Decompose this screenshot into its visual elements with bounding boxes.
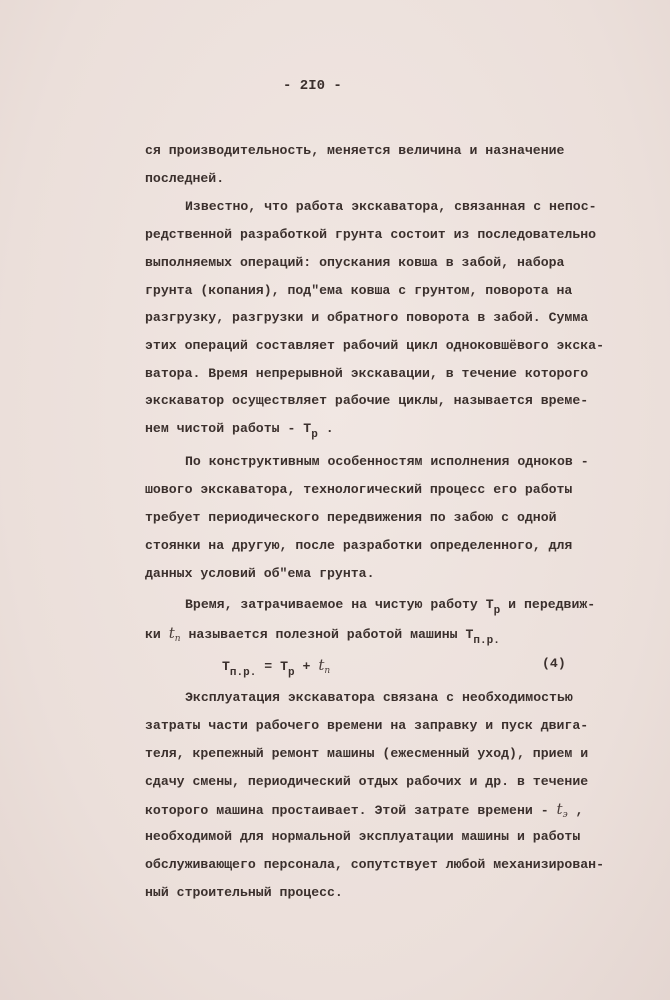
text-line — [145, 482, 572, 498]
equation-number: (4) — [542, 656, 566, 671]
text-line — [145, 566, 375, 582]
text-run: необходимой для нормальной эксплуатации машины и работы — [145, 829, 581, 844]
text-run: сдачу смены, периодический отдых рабочих и др. в течение — [145, 774, 589, 789]
text-line — [145, 143, 564, 159]
text-run: ватора. Время непрерывной экскавации, в течение которого — [145, 366, 589, 381]
handwritten-letter: t — [168, 624, 175, 642]
text-run: требует периодического передвижения по забою с одной — [145, 510, 557, 525]
text-run: обслуживающего персонала, сопутствует любой механизирован- — [145, 857, 604, 872]
text-line — [145, 538, 572, 554]
text-line — [145, 774, 588, 790]
text-run: и передвиж- — [500, 597, 596, 612]
text-line — [145, 393, 588, 409]
handwritten-subscript: п — [174, 634, 181, 644]
handwritten-subscript: э — [562, 810, 568, 820]
text-line — [145, 829, 580, 845]
text-line — [145, 624, 500, 647]
subscript: п.р. — [473, 635, 500, 647]
subscript: р — [311, 429, 318, 441]
text-run: = T — [256, 659, 288, 674]
text-run: ся производительность, меняется величина и назначение — [145, 143, 565, 158]
text-run: шового экскаватора, технологический процесс его работы — [145, 482, 573, 497]
text-line — [145, 366, 588, 382]
text-run: выполняемых операций: опускания ковша в забой, набора — [145, 255, 565, 270]
text-run: которого машина простаивает. Этой затрате времени - — [145, 803, 557, 818]
text-line — [185, 199, 597, 215]
text-line — [145, 885, 343, 901]
text-run: Эксплуатация экскаватора связана с необходимостью — [185, 690, 573, 705]
subscript: р — [287, 667, 295, 679]
subscript: п.р. — [229, 667, 257, 679]
text-run: затраты части рабочего времени на заправку и пуск двига- — [145, 718, 589, 733]
text-run: Время, затрачиваемое на чистую работу T — [185, 597, 494, 612]
text-line — [145, 255, 564, 271]
text-run: стоянки на другую, после разработки определенного, для — [145, 538, 573, 553]
text-line — [145, 510, 557, 526]
text-line — [145, 338, 604, 354]
text-run: ки — [145, 627, 169, 642]
text-run: + — [294, 659, 319, 674]
handwritten-letter: t — [556, 800, 563, 818]
handwritten-symbol — [169, 624, 181, 642]
text-run: Известно, что работа экскаватора, связанная с непос- — [185, 199, 597, 214]
text-run: разгрузку, разгрузки и обратного поворота в забой. Сумма — [145, 310, 589, 325]
text-run: данных условий об"ема грунта. — [145, 566, 375, 581]
handwritten-symbol — [318, 656, 330, 674]
text-line — [145, 227, 596, 243]
subscript: р — [493, 605, 501, 617]
text-line — [145, 801, 583, 820]
handwritten-symbol — [557, 800, 568, 818]
text-run: теля, крепежный ремонт машины (ежесменный уход), прием и — [145, 746, 589, 761]
text-line — [145, 857, 604, 873]
text-line — [145, 718, 588, 734]
text-run: . — [317, 421, 334, 436]
handwritten-letter: t — [318, 656, 325, 674]
handwritten-subscript: п — [324, 666, 331, 676]
text-run: нем чистой работы - T — [145, 421, 312, 436]
text-run: ный строительный процесс. — [145, 885, 343, 900]
text-run: грунта (копания), под"ема ковша с грунтом, поворота на — [145, 283, 573, 298]
text-line — [145, 283, 572, 299]
text-run: называется полезной работой машины T — [180, 627, 474, 642]
text-line — [185, 597, 596, 617]
text-run: экскаватор осуществляет рабочие циклы, называется време- — [145, 393, 589, 408]
text-run: По конструктивным особенностям исполнения одноков - — [185, 454, 589, 469]
text-run: этих операций составляет рабочий цикл одноковшёвого экска- — [145, 338, 604, 353]
text-run: редственной разработкой грунта состоит из последовательно — [145, 227, 597, 242]
text-run: , — [567, 803, 584, 818]
text-line — [145, 171, 224, 187]
text-line — [145, 421, 334, 441]
text-line — [185, 454, 589, 470]
equation-line — [222, 656, 331, 679]
page-number: - 2I0 - — [283, 78, 342, 94]
text-line — [185, 690, 573, 706]
text-run: последней. — [145, 171, 225, 186]
text-line — [145, 746, 588, 762]
text-line — [145, 310, 588, 326]
text-run: T — [222, 659, 230, 674]
